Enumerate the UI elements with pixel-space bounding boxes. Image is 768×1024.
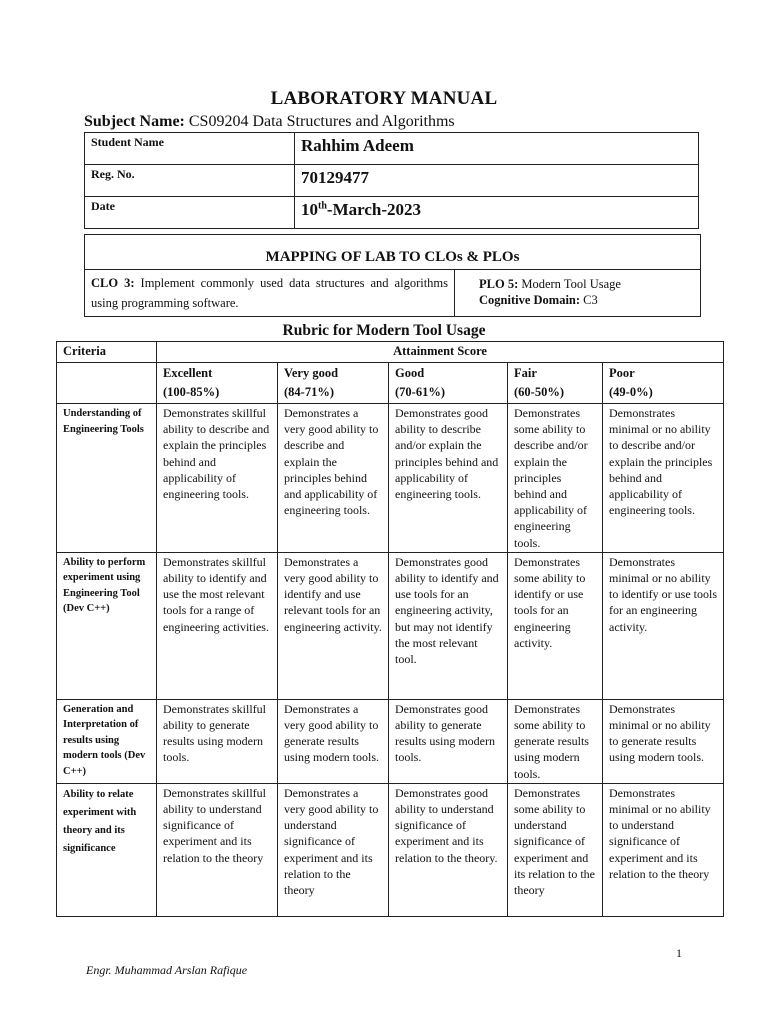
score-cell: Demonstrates skillful ability to understand significance of experiment and its relation to the theory (157, 783, 278, 916)
level-range: (60-50%) (514, 385, 564, 399)
score-cell: Demonstrates some ability to identify or use tools for an engineering activity. (508, 552, 603, 699)
page-number: 1 (676, 946, 682, 960)
score-cell: Demonstrates minimal or no ability to generate results using modern tools. (603, 699, 724, 783)
plo-text: Modern Tool Usage (521, 277, 621, 291)
subject-line (84, 113, 455, 131)
score-cell: Demonstrates good ability to identify and use tools for an engineering activity, but may not identify the most relevant tool. (389, 552, 508, 699)
date-label: Date (85, 197, 295, 229)
date-value (295, 197, 699, 229)
level-name: Excellent (163, 366, 213, 380)
cognitive-domain-line (479, 292, 621, 308)
score-cell: Demonstrates a very good ability to identify and use relevant tools for an engineering activity. (278, 552, 389, 699)
clo-label: CLO 3: (91, 276, 135, 290)
date-row (85, 197, 699, 229)
mapping-row (85, 270, 700, 316)
plo-line (479, 276, 621, 292)
rubric-row-generation-interpretation (57, 699, 724, 783)
rubric-table (56, 341, 724, 917)
level-excellent (157, 363, 278, 404)
rubric-row-relate-theory (57, 783, 724, 916)
levels-row-blank (57, 363, 157, 404)
level-range: (49-0%) (609, 385, 653, 399)
criterion-cell: Understanding of Engineering Tools (57, 404, 157, 553)
level-range: (84-71%) (284, 385, 334, 399)
level-good (389, 363, 508, 404)
rubric-row-understanding (57, 404, 724, 553)
level-name: Poor (609, 366, 635, 380)
date-rest: -March-2023 (326, 200, 422, 219)
level-range: (70-61%) (395, 385, 445, 399)
levels-row (57, 363, 724, 404)
criterion-cell: Generation and Interpretation of results using modern tools (Dev C++) (57, 699, 157, 783)
score-cell: Demonstrates good ability to generate results using modern tools. (389, 699, 508, 783)
score-cell: Demonstrates a very good ability to generate results using modern tools. (278, 699, 389, 783)
rubric-header-row (57, 342, 724, 363)
clo-text: Implement commonly used data structures and algorithms using programming software. (91, 276, 449, 310)
date-day: 10 (301, 200, 318, 219)
criteria-header: Criteria (57, 342, 157, 363)
level-very-good (278, 363, 389, 404)
date-suffix: th (318, 200, 327, 212)
rubric-title: Rubric for Modern Tool Usage (282, 322, 486, 339)
criterion-cell: Ability to perform experiment using Engineering Tool (Dev C++) (57, 552, 157, 699)
score-cell: Demonstrates a very good ability to describe and explain the principles behind and applicability of engineering tools. (278, 404, 389, 553)
reg-no-label: Reg. No. (85, 165, 295, 197)
student-name-label: Student Name (85, 133, 295, 165)
score-cell: Demonstrates good ability to understand significance of experiment and its relation to the theory. (389, 783, 508, 916)
reg-no-row (85, 165, 699, 197)
score-cell: Demonstrates skillful ability to describe and explain the principles behind and applicability of engineering tools. (157, 404, 278, 553)
score-cell: Demonstrates good ability to describe and/or explain the principles behind and applicability of engineering tools. (389, 404, 508, 553)
score-cell: Demonstrates skillful ability to generate results using modern tools. (157, 699, 278, 783)
score-cell: Demonstrates a very good ability to understand significance of experiment and its relation to the theory (278, 783, 389, 916)
student-info-table (84, 132, 699, 229)
score-cell: Demonstrates some ability to describe and/or explain the principles behind and applicability of engineering tools. (508, 404, 603, 553)
attainment-score-header: Attainment Score (157, 342, 724, 363)
score-cell: Demonstrates minimal or no ability to understand significance of experiment and its relation to the theory (603, 783, 724, 916)
mapping-heading: MAPPING OF LAB TO CLOs & PLOs (85, 235, 700, 270)
criterion-cell: Ability to relate experiment with theory and its significance (57, 783, 157, 916)
document-title: LABORATORY MANUAL (270, 88, 498, 109)
clo-cell (85, 270, 455, 316)
level-name: Fair (514, 366, 537, 380)
score-cell: Demonstrates skillful ability to identify and use the most relevant tools for a range of engineering activities. (157, 552, 278, 699)
level-name: Very good (284, 366, 339, 380)
cognitive-domain-label: Cognitive Domain: (479, 293, 581, 307)
cognitive-domain-value: C3 (583, 293, 598, 307)
subject-value: CS09204 Data Structures and Algorithms (188, 113, 455, 130)
level-range: (100-85%) (163, 385, 220, 399)
plo-cell (455, 270, 629, 316)
reg-no-value: 70129477 (295, 165, 699, 197)
level-poor (603, 363, 724, 404)
student-name-value: Rahhim Adeem (295, 133, 699, 165)
rubric-row-perform-experiment (57, 552, 724, 699)
score-cell: Demonstrates minimal or no ability to describe and/or explain the principles behind and applicability of engineering tools. (603, 404, 724, 553)
student-name-row (85, 133, 699, 165)
level-fair (508, 363, 603, 404)
level-name: Good (395, 366, 425, 380)
score-cell: Demonstrates some ability to understand significance of experiment and its relation to the theory (508, 783, 603, 916)
clo-plo-mapping (84, 234, 701, 317)
footer-author: Engr. Muhammad Arslan Rafique (86, 963, 248, 977)
plo-label: PLO 5: (479, 277, 519, 291)
score-cell: Demonstrates some ability to generate results using modern tools. (508, 699, 603, 783)
score-cell: Demonstrates minimal or no ability to identify or use tools for an engineering activity. (603, 552, 724, 699)
subject-label: Subject Name: (84, 113, 185, 130)
